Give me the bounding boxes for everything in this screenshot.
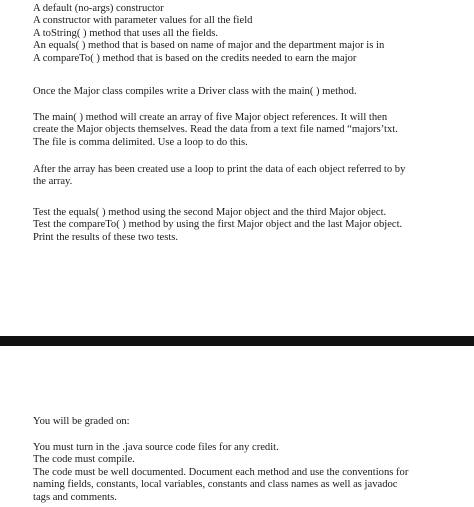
criteria-line: tags and comments. [33,491,117,503]
print-loop-paragraph [33,164,463,189]
requirement-line: A compareTo( ) method that is based on the credits needed to earn the major [33,52,357,64]
paragraph-line: The file is comma delimited. Use a loop to do this. [33,136,248,148]
criteria-line: The code must compile. [33,454,135,466]
requirement-line: An equals( ) method that is based on name of major and the department major is in [33,40,385,52]
paragraph-line: After the array has been created use a loop to print the data of each object referred to by [33,164,406,175]
criteria-line: The code must be well documented. Document each method and use the conventions for [33,466,409,478]
requirements-list [33,3,463,65]
main-method-paragraph [33,112,463,149]
requirement-line: A default (no-args) constructor [33,3,164,14]
grading-heading [33,416,463,428]
paragraph-line: Test the equals( ) method using the second Major object and the third Major object. [33,207,387,218]
driver-intro-paragraph [33,86,463,98]
document-page-2 [0,346,474,507]
paragraph-line: Print the results of these two tests. [33,231,179,243]
paragraph-line: Once the Major class compiles write a Driver class with the main( ) method. [33,86,357,97]
requirement-line: A toString( ) method that uses all the fields. [33,27,219,39]
criteria-line: naming fields, constants, local variables, constants and class names as well as javadoc [33,479,398,491]
paragraph-line: the array. [33,176,73,188]
heading-line: You will be graded on: [33,416,130,427]
criteria-line: You must turn in the .java source code files for any credit. [33,442,279,453]
paragraph-line: Test the compareTo( ) method by using the first Major object and the last Major object. [33,219,403,231]
paragraph-line: create the Major objects themselves. Read the data from a text file named “majors’txt. [33,124,398,136]
tests-paragraph [33,207,463,244]
paragraph-line: The main( ) method will create an array of five Major object references. It will then [33,112,388,123]
requirement-line: A constructor with parameter values for all the field [33,15,253,27]
page-separator [0,336,474,346]
grading-criteria [33,442,463,504]
